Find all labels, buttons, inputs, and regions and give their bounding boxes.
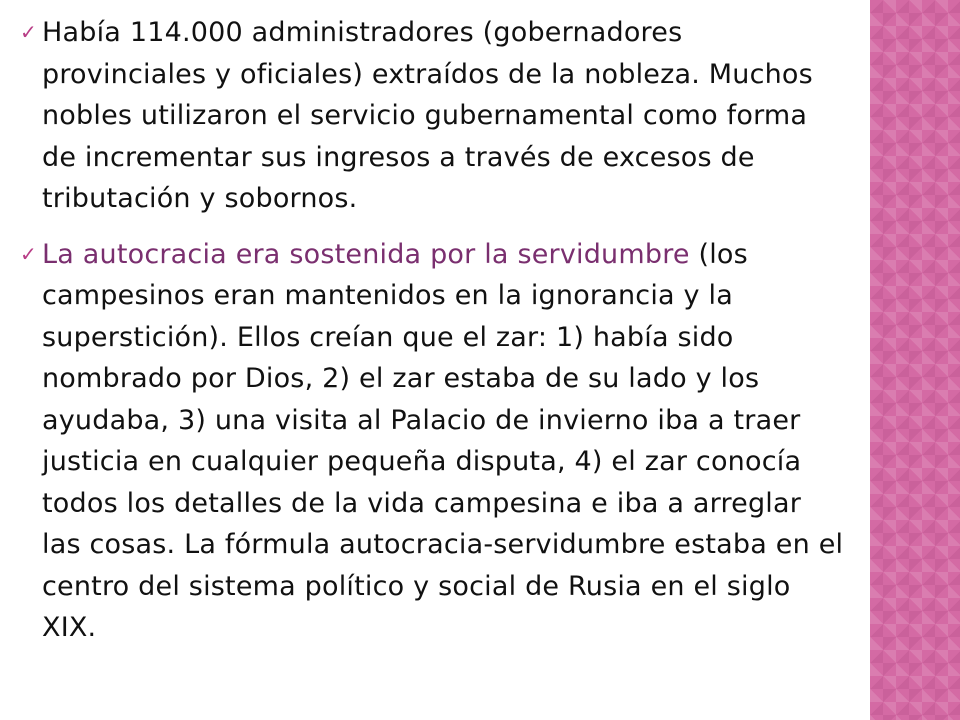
bullet-item-2 [20,234,846,649]
bullet-text-2 [42,234,846,649]
checkmark-icon: ✓ [20,20,37,44]
bullet-list [20,12,846,663]
bullet-body-1: Había 114.000 administradores (gobernadores provinciales y oficiales) extraídos de la nobleza. Muchos nobles utilizaron el servicio gubernamental como forma de incrementar sus ingresos a través de excesos de tributación y sobornos. [42,17,813,214]
bullet-text-1 [42,12,846,220]
bullet-highlight-2: La autocracia era sostenida por la servidumbre [42,238,690,270]
checkmark-icon: ✓ [20,241,37,266]
decorative-side-band [870,0,960,720]
bullet-item-1 [20,12,846,220]
bullet-body-2: (los campesinos eran mantenidos en la ignorancia y la superstición). Ellos creían que el zar: 1) había sido nombrado por Dios, 2) el zar estaba de su lado y los ayudaba, 3) una visita al Palacio de invierno iba a traer justicia en cualquier pequeña disputa, 4) el zar conocía todos los detalles de la vida campesina e iba a arreglar las cosas. La fórmula autocracia-servidumbre estaba en el centro del sistema político y social de Rusia en el siglo XIX. [42,238,844,643]
